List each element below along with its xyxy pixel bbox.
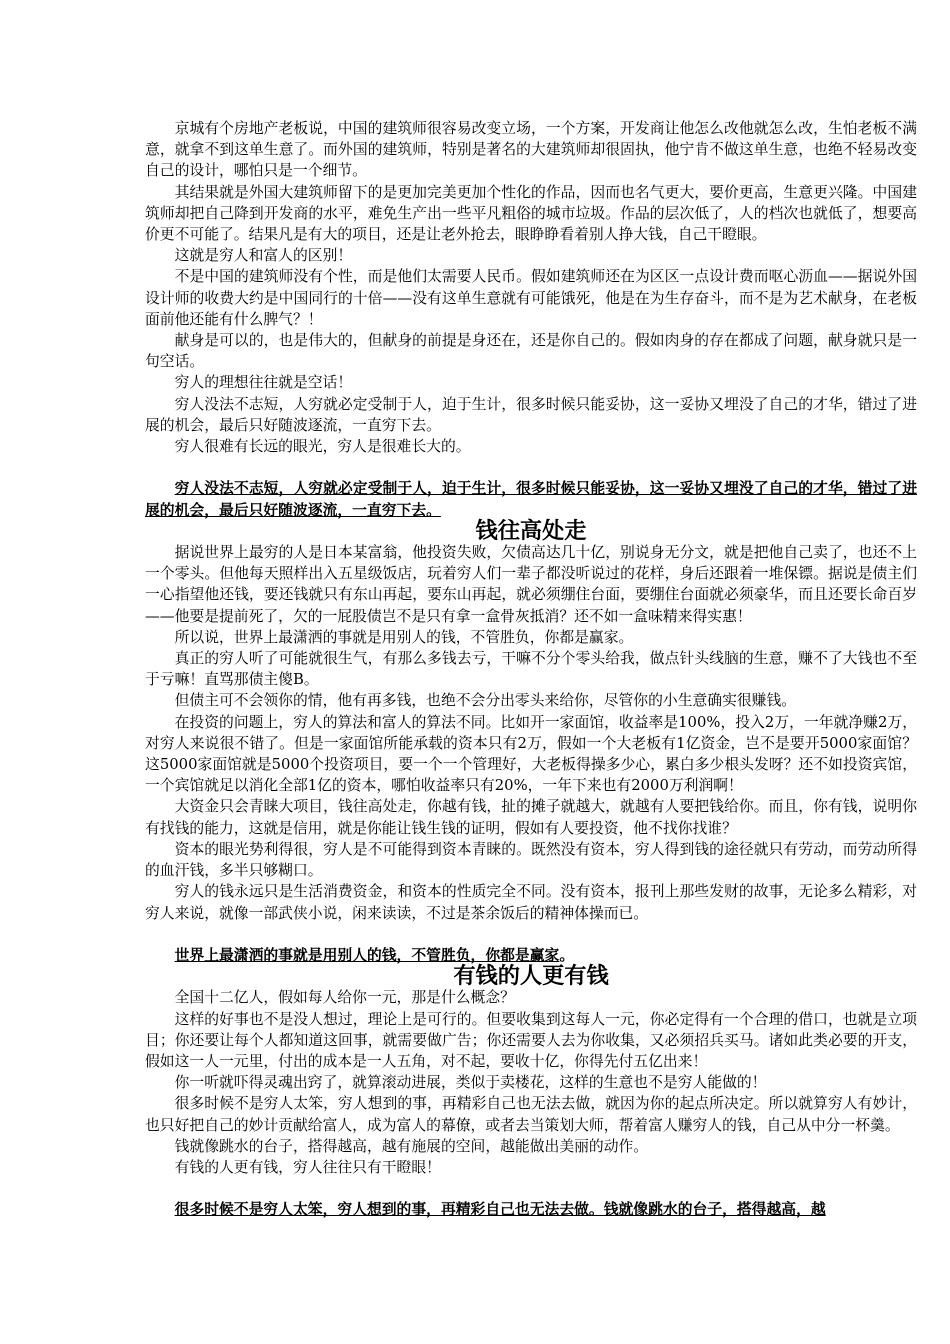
paragraph: 穷人的钱永远只是生活消费资金，和资本的性质完全不同。没有资本，报刊上那些发财的故事，无论多么精彩，对穷人来说，就像一部武侠小说，闲来读读，不过是茶余饭后的精神体操而已。	[145, 883, 917, 922]
paragraph: 大资金只会青睐大项目，钱往高处走，你越有钱，扯的摊子就越大，就越有人要把钱给你。而且，你有钱，说明你有找钱的能力，这就是信用，就是你能让钱生钱的证明，假如有人要投资，他不找你找谁？	[145, 798, 917, 837]
paragraph: 这就是穷人和富人的区别！	[174, 247, 353, 265]
paragraph: 在投资的问题上，穷人的算法和富人的算法不同。比如开一家面馆，收益率是100%，投入2万，一年就净赚2万，对穷人来说很不错了。但是一家面馆所能承载的资本只有2万，假如一个大老板有1亿资金，岂不是要开5000家面馆？这5000家面馆就是5000个投资项目，要一个一个管理好，大老板得操多少心，累白多少根头发呀？还不如投资宾馆，一个宾馆就足以消化全部1亿的资本，哪怕收益率只有20%，一年下来也有2000万利润啊！	[145, 713, 917, 795]
paragraph: 全国十二亿人，假如每人给你一元，那是什么概念？	[174, 989, 515, 1007]
paragraph: 不是中国的建筑师没有个性，而是他们太需要人民币。假如建筑师还在为区区一点设计费而呕心沥血——据说外国设计师的收费大约是中国同行的十倍——没有这单生意就有可能饿死，他是在为生存奋斗，而不是为艺术献身，在老板面前他还能有什么脾气？！	[145, 268, 917, 328]
section-heading: 钱往高处走	[475, 517, 587, 544]
highlight-quote-text: 世界上最潇洒的事就是用别人的钱，不管胜负，你都是赢家	[174, 946, 560, 964]
paragraph: 但债主可不会领你的情，他有再多钱，也绝不会分出零头来给你，尽管你的小生意确实很赚钱。	[174, 692, 797, 710]
blank-line	[145, 1178, 917, 1199]
paragraph: 你一听就吓得灵魂出窍了，就算滚动进展，类似于卖楼花，这样的生意也不是穷人能做的！	[174, 1074, 767, 1092]
paragraph: 资本的眼光势利得很，穷人是不可能得到资本青睐的。既然没有资本，穷人得到钱的途径就只有劳动，而劳动所得的血汗钱，多半只够糊口。	[145, 840, 917, 880]
highlight-quote: 很多时候不是穷人太笨，穷人想到的事，再精彩自己也无法去做。钱就像跳水的台子，搭得越高，越	[174, 1201, 826, 1219]
highlight-quote-end: 。	[559, 946, 575, 964]
paragraph: 钱就像跳水的台子，搭得越高，越有施展的空间，越能做出美丽的动作。	[174, 1137, 649, 1155]
paragraph: 这样的好事也不是没人想过，理论上是可行的。但要收集到这每人一元，你必定得有一个合理的借口，也就是立项目；你还要让每个人都知道这回事，就需要做广告；你还需要人去为你收集，又必须招兵买马。诸如此类必要的开支，假如这一人一元里，付出的成本是一人五角，对不起，要收十亿，你得先付五亿出来！	[145, 1010, 917, 1070]
paragraph: 穷人的理想往往就是空话！	[174, 374, 353, 392]
paragraph: 很多时候不是穷人太笨，穷人想到的事，再精彩自己也无法去做，就因为你的起点所决定。所以就算穷人有妙计，也只好把自己的妙计贡献给富人，成为富人的幕僚，或者去当策划大师，帮着富人赚穷人的钱，自己从中分一杯羹。	[145, 1095, 917, 1134]
paragraph: 所以说，世界上最潇洒的事就是用别人的钱，不管胜负，你都是赢家。	[174, 628, 634, 646]
paragraph: 有钱的人更有钱，穷人往往只有干瞪眼！	[174, 1158, 441, 1176]
blank-line	[145, 924, 917, 945]
paragraph: 京城有个房地产老板说，中国的建筑师很容易改变立场，一个方案，开发商让他怎么改他就怎么改，生怕老板不满意，就拿不到这单生意了。而外国的建筑师，特别是著名的大建筑师却很固执，他宁肯不做这单生意，也绝不轻易改变自己的设计，哪怕只是一个细节。	[145, 120, 917, 180]
highlight-quote: 穷人没法不志短，人穷就必定受制于人，迫于生计，很多时候只能妥协，这一妥协又埋没了自己的才华，错过了进展的机会，最后只好随波逐流，一直穷下去。	[145, 480, 917, 519]
blank-line	[145, 457, 917, 478]
paragraph: 献身是可以的，也是伟大的，但献身的前提是身还在，还是你自己的。假如肉身的存在都成了问题，献身就只是一句空话。	[145, 332, 917, 371]
paragraph: 穷人没法不志短，人穷就必定受制于人，迫于生计，很多时候只能妥协，这一妥协又埋没了自己的才华，错过了进展的机会，最后只好随波逐流，一直穷下去。	[145, 395, 917, 434]
section-heading: 有钱的人更有钱	[453, 963, 609, 990]
paragraph: 据说世界上最穷的人是日本某富翁，他投资失败，欠债高达几十亿，别说身无分文，就是把他自己卖了，也还不上一个零头。但他每天照样出入五星级饭店，玩着穷人们一辈子都没听说过的花样，身后还跟着一堆保镖。据说是债主们一心指望他还钱，要还钱就只有东山再起，要东山再起，就必须绷住台面，要绷住台面就必须豪华，而且还要长命百岁——他要是提前死了，欠的一屁股债岂不是只有拿一盒骨灰抵消？还不如一盒味精来得实惠！	[145, 544, 917, 625]
paragraph: 其结果就是外国大建筑师留下的是更加完美更加个性化的作品，因而也名气更大，要价更高，生意更兴隆。中国建筑师却把自己降到开发商的水平，难免生产出一些平凡粗俗的城市垃圾。作品的层次低了，人的档次也就低了，想要高价更不可能了。结果凡是有大的项目，还是让老外抢去，眼睁睁看着别人挣大钱，自己干瞪眼。	[145, 183, 917, 244]
paragraph: 真正的穷人听了可能就很生气，有那么多钱去亏，干嘛不分个零头给我，做点针头线脑的生意，赚不了大钱也不至于亏嘛！直骂那债主傻B。	[145, 650, 917, 689]
paragraph: 穷人很难有长远的眼光，穷人是很难长大的。	[174, 438, 471, 456]
document-body	[145, 118, 917, 1221]
